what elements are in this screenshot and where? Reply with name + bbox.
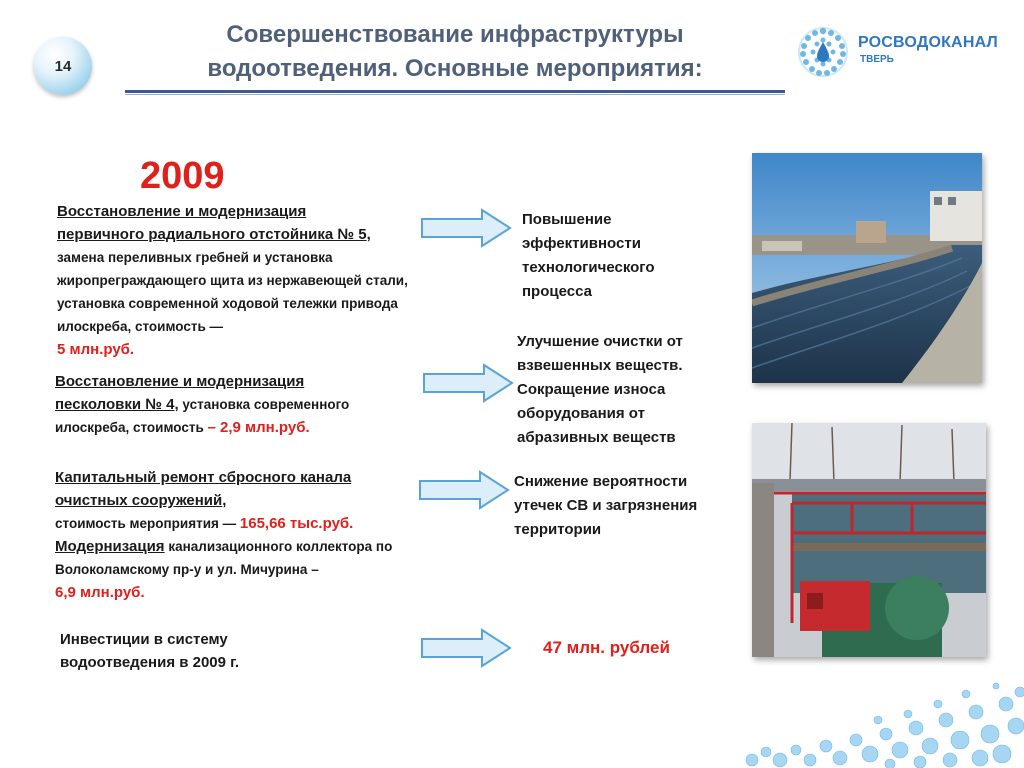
year-heading: 2009 [140, 155, 225, 197]
rosvodokanal-logo [795, 22, 1005, 82]
measure-4-cost: 6,9 млн.руб. [55, 584, 145, 601]
slide-title [130, 18, 780, 86]
result-1-line-4: процесса [522, 283, 592, 300]
measure-3-title-tail: , [222, 492, 227, 509]
result-2-line-2: взвешенных веществ. [517, 357, 683, 374]
measure-item-1 [57, 200, 422, 361]
measure-3-title-b: очистных сооружений [55, 492, 223, 509]
measure-2-title-a: Восстановление и модернизация [55, 373, 305, 390]
measure-2-dash: – [207, 419, 221, 436]
result-1-line-1: Повышение [522, 211, 612, 228]
measure-3-title-a: Капитальный ремонт сбросного канала [55, 469, 352, 486]
investment-line-2: водоотведения в 2009 г. [60, 654, 240, 671]
title-divider [125, 90, 785, 93]
result-1 [522, 208, 722, 304]
measure-4-title: Модернизация [55, 538, 165, 555]
slide-title-line2: водоотведения. Основные мероприятия: [207, 55, 703, 82]
measure-3-description: стоимость мероприятия — [55, 516, 240, 531]
measure-2-description: установка современного илоскреба, стоимость [55, 397, 350, 435]
slide-number: 14 [54, 57, 72, 75]
result-3-line-2: утечек СВ и загрязнения [514, 497, 698, 514]
measure-1-title-a: Восстановление и модернизация [57, 203, 307, 220]
result-3 [514, 470, 734, 542]
measure-item-3 [55, 466, 425, 604]
measure-1-title-b: первичного радиального отстойника № 5 [57, 226, 367, 243]
result-2-line-4: оборудования от [517, 405, 645, 422]
investment-summary [60, 628, 380, 674]
title-divider-thin [125, 94, 785, 95]
slide-title-line1: Совершенствование инфраструктуры [226, 21, 684, 48]
settling-tank-photo [752, 153, 982, 383]
arrow-right-icon [420, 628, 512, 668]
measure-3-cost: 165,66 тыс.руб. [239, 515, 354, 532]
result-1-line-3: технологического [522, 259, 655, 276]
arrow-right-icon [422, 363, 514, 403]
measure-1-title-tail: , [366, 226, 371, 243]
measure-4-description: канализационного коллектора по Волоколамскому пр-у и ул. Мичурина – [55, 539, 393, 577]
result-3-line-1: Снижение вероятности [514, 473, 688, 490]
logo-city: ТВЕРЬ [860, 54, 894, 65]
result-2-line-3: Сокращение износа [517, 381, 666, 398]
arrow-right-icon [418, 470, 510, 510]
logo-name: РОСВОДОКАНАЛ [858, 34, 998, 51]
result-2-line-1: Улучшение очистки от [517, 333, 683, 350]
slide-number-badge [34, 37, 92, 95]
water-drops-decoration [740, 680, 1024, 768]
measure-1-cost: 5 млн.руб. [57, 341, 135, 358]
result-2 [517, 330, 727, 450]
result-2-line-5: абразивных веществ [517, 429, 676, 446]
investment-line-1: Инвестиции в систему [60, 631, 228, 648]
measure-2-cost: 2,9 млн.руб. [220, 419, 310, 436]
measure-item-2 [55, 370, 420, 439]
arrow-right-icon [420, 208, 512, 248]
investment-total: 47 млн. рублей [543, 638, 670, 657]
measure-1-description: замена переливных гребней и установка жиропреграждающего щита из нержавеющей стали, установка современной ходовой тележки привода илоскреба, стоимость — [57, 250, 408, 334]
result-1-line-2: эффективности [522, 235, 641, 252]
sand-trap-photo [752, 423, 986, 657]
measure-2-title-b: песколовки № 4, [55, 396, 179, 413]
result-3-line-3: территории [514, 521, 602, 538]
